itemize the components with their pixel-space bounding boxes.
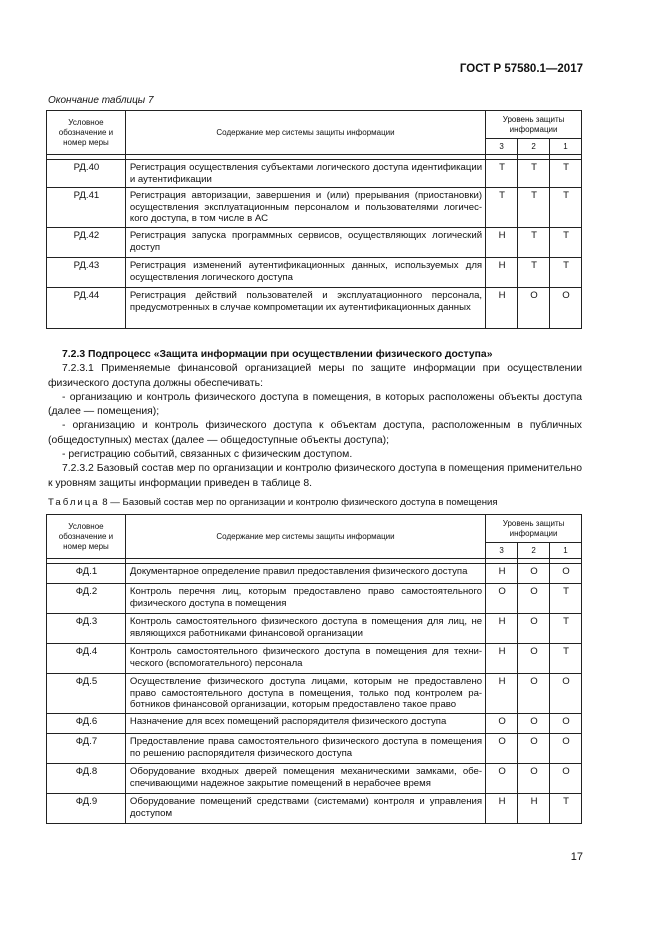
measure-code: ФД.5	[47, 674, 126, 714]
measure-code: РД.43	[47, 258, 126, 288]
level-2-value: О	[518, 614, 550, 644]
measure-text: Осуществление физического доступа лицами, которым не предоставлено право самостоятельного доступа в помещения, только под контролем работников финансовой организации, которым предоставлено такое право	[125, 674, 485, 714]
bullet-item: - регистрацию событий, связанных с физическим доступом.	[62, 449, 353, 461]
level-3-value: Н	[486, 564, 518, 584]
level-3-value: Н	[486, 674, 518, 714]
measure-text: Оборудование помещений средствами (системами) контроля и управления доступом	[125, 794, 485, 824]
level-3-value: Т	[486, 160, 518, 188]
level-1-value: О	[550, 714, 582, 734]
measure-text: Оборудование входных дверей помещения механическими замками, обеспечивающими надежное закрытие помещений в нерабочее время	[125, 764, 485, 794]
level-2-header: 2	[518, 543, 550, 559]
col-header-content: Содержание мер системы защиты информации	[125, 111, 485, 155]
level-2-value: Н	[518, 794, 550, 824]
document-id: ГОСТ Р 57580.1—2017	[459, 63, 583, 75]
level-2-header: 2	[518, 139, 550, 155]
level-1-value: Т	[550, 644, 582, 674]
level-3-value: О	[486, 584, 518, 614]
measure-code: ФД.8	[47, 764, 126, 794]
bullet-item: - организацию и контроль физического доступа в помещения, в которых расположены объекты доступа (далее — помещения);	[48, 391, 582, 418]
bullet-item: - организацию и контроль физического доступа к объектам доступа, расположенным в публичных (общедоступных) местах (далее — общедоступные объекты доступа);	[48, 420, 582, 446]
level-2-value: О	[518, 734, 550, 764]
measure-text: Регистрация действий пользователей и эксплуатационного персонала, предусмотренных в случае компрометации их аутентификационных данных	[125, 288, 485, 329]
table-row	[47, 644, 582, 674]
level-1-value: Т	[550, 228, 582, 258]
level-3-value: О	[486, 764, 518, 794]
measure-text: Регистрация осуществления субъектами логического доступа идентификации и аутентификации	[125, 160, 485, 188]
level-2-value: Т	[518, 160, 550, 188]
table8-caption-label: Таблица	[48, 497, 100, 508]
measure-text: Назначение для всех помещений распорядителя физического доступа	[125, 714, 485, 734]
table-row	[47, 228, 582, 258]
col-header-code: Условное обозначение и номер меры	[47, 515, 126, 559]
level-3-header: 3	[486, 139, 518, 155]
level-3-value: Н	[486, 794, 518, 824]
level-3-header: 3	[486, 543, 518, 559]
col-header-level: Уровень защиты информации	[486, 515, 582, 543]
level-3-value: О	[486, 734, 518, 764]
measure-text: Регистрация запуска программных сервисов, осуществляющих логический доступ	[125, 228, 485, 258]
table-row	[47, 258, 582, 288]
level-2-value: Т	[518, 188, 550, 228]
measure-code: РД.42	[47, 228, 126, 258]
level-2-value: О	[518, 644, 550, 674]
page-number: 17	[570, 851, 583, 863]
table-row	[47, 614, 582, 644]
level-1-value: Т	[550, 794, 582, 824]
level-2-value: О	[518, 714, 550, 734]
table-row	[47, 734, 582, 764]
level-2-value: Т	[518, 228, 550, 258]
table-row	[47, 564, 582, 584]
level-3-value: Н	[486, 228, 518, 258]
measure-text: Регистрация изменений аутентификационных данных, используемых для осуществления логического доступа	[125, 258, 485, 288]
level-1-header: 1	[550, 139, 582, 155]
measure-code: ФД.6	[47, 714, 126, 734]
level-1-value: О	[550, 564, 582, 584]
table-row	[47, 674, 582, 714]
measure-text: Контроль перечня лиц, которым предоставлено право самостоятельного физического доступа в помещения	[125, 584, 485, 614]
measure-text: Контроль самостоятельного физического доступа в помещения для технического (вспомогательного) персонала	[125, 644, 485, 674]
table-row	[47, 714, 582, 734]
level-1-value: Т	[550, 614, 582, 644]
level-2-value: О	[518, 564, 550, 584]
table-8	[46, 514, 582, 824]
table-row	[47, 764, 582, 794]
table8-caption-text: 8 — Базовый состав мер по организации и контролю физического доступа в помещения	[102, 497, 498, 508]
measure-code: ФД.9	[47, 794, 126, 824]
section-7-2-3	[48, 348, 582, 491]
level-3-value: Т	[486, 188, 518, 228]
measure-code: РД.41	[47, 188, 126, 228]
measure-code: ФД.2	[47, 584, 126, 614]
table8-caption	[48, 497, 498, 508]
table-7	[46, 110, 582, 329]
level-3-value: О	[486, 714, 518, 734]
section-title: 7.2.3 Подпроцесс «Защита информации при осуществлении физического доступа»	[62, 349, 493, 360]
measure-code: ФД.7	[47, 734, 126, 764]
level-1-value: Т	[550, 584, 582, 614]
level-1-value: О	[550, 674, 582, 714]
level-2-value: Т	[518, 258, 550, 288]
level-3-value: Н	[486, 288, 518, 329]
measure-text: Предоставление права самостоятельного физического доступа в помещения по решению распорядителя физического доступа	[125, 734, 485, 764]
level-1-value: О	[550, 764, 582, 794]
measure-text: Контроль самостоятельного физического доступа в помещения для лиц, не являющихся работниками финансовой организации	[125, 614, 485, 644]
table-row	[47, 188, 582, 228]
level-2-value: О	[518, 288, 550, 329]
measure-code: ФД.4	[47, 644, 126, 674]
level-1-value: Т	[550, 160, 582, 188]
measure-text: Документарное определение правил предоставления физического доступа	[125, 564, 485, 584]
level-1-value: Т	[550, 258, 582, 288]
measure-code: ФД.1	[47, 564, 126, 584]
level-1-value: О	[550, 734, 582, 764]
level-3-value: Н	[486, 258, 518, 288]
level-1-value: О	[550, 288, 582, 329]
table-row	[47, 794, 582, 824]
level-3-value: Н	[486, 614, 518, 644]
table-row	[47, 584, 582, 614]
level-3-value: Н	[486, 644, 518, 674]
col-header-content: Содержание мер системы защиты информации	[125, 515, 485, 559]
level-2-value: О	[518, 674, 550, 714]
measure-text: Регистрация авторизации, завершения и (или) прерывания (приостановки) осуществления эксплуатационным персоналом и пользователями логического доступа, в том числе в АС	[125, 188, 485, 228]
measure-code: РД.44	[47, 288, 126, 329]
level-2-value: О	[518, 764, 550, 794]
table-row	[47, 160, 582, 188]
level-1-header: 1	[550, 543, 582, 559]
paragraph: 7.2.3.1 Применяемые финансовой организацией меры по защите информации при осуществлении физического доступа должны обеспечивать:	[48, 363, 582, 389]
level-2-value: О	[518, 584, 550, 614]
col-header-code: Условное обозначение и номер меры	[47, 111, 126, 155]
measure-code: РД.40	[47, 160, 126, 188]
table7-caption: Окончание таблицы 7	[48, 95, 154, 106]
measure-code: ФД.3	[47, 614, 126, 644]
paragraph: 7.2.3.2 Базовый состав мер по организации и контролю физического доступа в помещения применительно к уровням защиты информации приведен в таблице 8.	[48, 463, 582, 489]
col-header-level: Уровень защиты информации	[486, 111, 582, 139]
table-row	[47, 288, 582, 329]
level-1-value: Т	[550, 188, 582, 228]
